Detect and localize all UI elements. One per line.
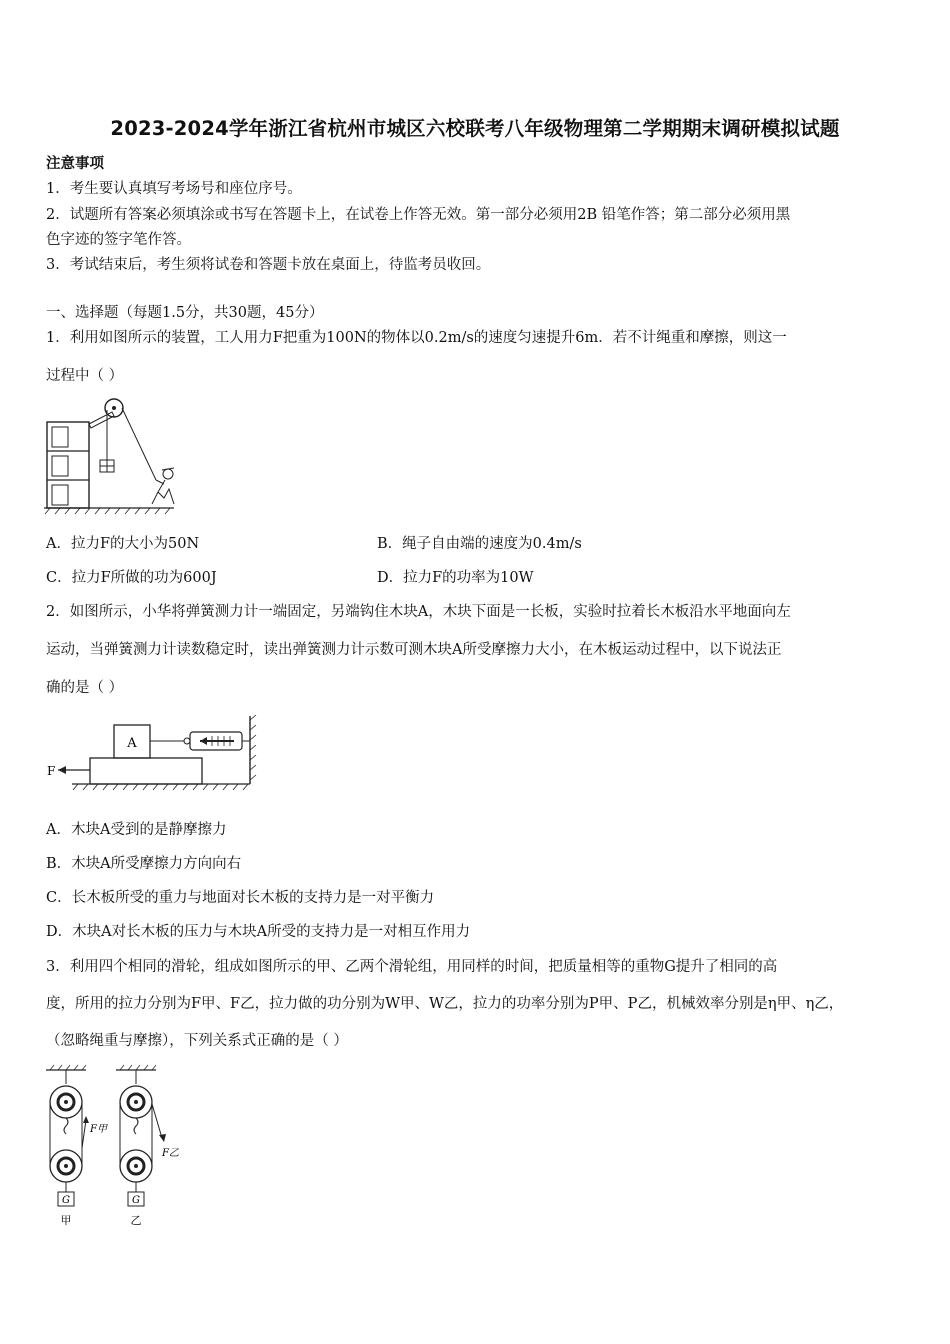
q3-stem-line2: 度，所用的拉力分别为F甲、F乙，拉力做的功分别为W甲、W乙，拉力的功率分别为P甲、P乙，机械效率分别是η甲、η乙，: [46, 996, 844, 1012]
q1-stem-line1: 1．利用如图所示的装置，工人用力F把重为100N的物体以0.2m/s的速度匀速提升6m．若不计绳重和摩擦，则这一: [46, 330, 787, 346]
notice-item: 3．考试结束后，考生须将试卷和答题卡放在桌面上，待监考员收回。: [46, 257, 491, 273]
q3-pulley-systems-figure: [40, 1064, 190, 1234]
weight-g-right: G: [132, 1195, 140, 1206]
q2-friction-figure: [44, 712, 264, 798]
weight-g-left: G: [62, 1195, 70, 1206]
q2-option-d[interactable]: D．木块A对长木板的压力与木块A所受的支持力是一对相互作用力: [46, 924, 471, 940]
block-a-label: A: [127, 736, 137, 751]
page-title: 2023-2024学年浙江省杭州市城区六校联考八年级物理第二学期期末调研模拟试题: [110, 117, 840, 140]
q1-option-c[interactable]: C．拉力F所做的功为600J: [46, 570, 217, 586]
q3-stem-line3: （忽略绳重与摩擦），下列关系式正确的是（ ）: [46, 1033, 348, 1049]
label-jia: 甲: [60, 1214, 72, 1227]
q3-stem-line1: 3．利用四个相同的滑轮，组成如图所示的甲、乙两个滑轮组，用同样的时间，把质量相等的重物G提升了相同的高: [46, 959, 778, 975]
force-right-label: F乙: [162, 1148, 179, 1159]
notice-heading: 注意事项: [46, 155, 104, 172]
q2-option-a[interactable]: A．木块A受到的是静摩擦力: [46, 822, 227, 838]
q2-stem-line1: 2．如图所示，小华将弹簧测力计一端固定，另端钩住木块A，木块下面是一长板，实验时拉着长木板沿水平地面向左: [46, 604, 791, 620]
q1-option-a[interactable]: A．拉力F的大小为50N: [46, 536, 200, 552]
notice-item: 1．考生要认真填写考场号和座位序号。: [46, 181, 302, 197]
q2-option-b[interactable]: B．木块A所受摩擦力方向向右: [46, 856, 242, 872]
q1-option-d[interactable]: D．拉力F的功率为10W: [377, 570, 534, 586]
q1-option-b[interactable]: B．绳子自由端的速度为0.4m/s: [377, 536, 582, 552]
notice-item: 2．试题所有答案必须填涂或书写在答题卡上，在试卷上作答无效。第一部分必须用2B 铅笔作答；第二部分必须用黑: [46, 207, 791, 223]
q2-stem-line2: 运动，当弹簧测力计读数稳定时，读出弹簧测力计示数可测木块A所受摩擦力大小，在木板运动过程中，以下说法正: [46, 642, 782, 658]
q2-stem-line3: 确的是（ ）: [46, 680, 124, 696]
force-left-label: F甲: [90, 1124, 107, 1135]
label-yi: 乙: [130, 1214, 142, 1227]
q1-stem-line2: 过程中（ ）: [46, 368, 124, 384]
section-heading: 一、选择题（每题1.5分，共30题，45分）: [46, 305, 324, 321]
q1-pulley-figure: [44, 394, 194, 516]
force-f-label: F: [47, 764, 56, 778]
notice-item: 色字迹的签字笔作答。: [46, 232, 191, 248]
q2-option-c[interactable]: C．长木板所受的重力与地面对长木板的支持力是一对平衡力: [46, 890, 435, 906]
